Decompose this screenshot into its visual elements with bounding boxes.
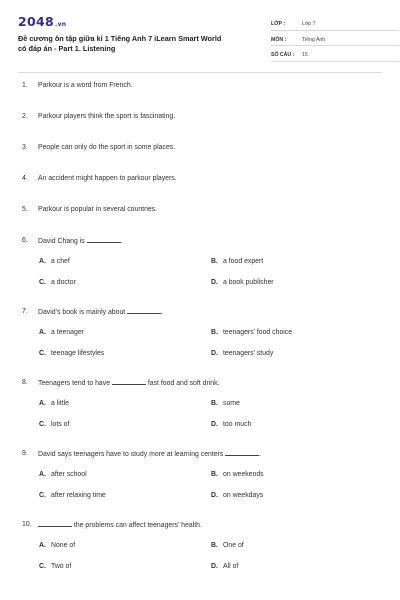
question-text-before: Teenagers tend to have [38,380,112,387]
option-d[interactable] [211,563,383,570]
option-letter: C. [39,492,46,499]
option-letter: A. [39,258,46,265]
option-b[interactable] [211,258,383,265]
option-b[interactable] [211,542,383,549]
answer-options [39,542,382,570]
option-d[interactable] [211,492,383,499]
option-letter: C. [39,563,46,570]
option-text: a book publisher [223,279,274,286]
meta-key: MÔN : [271,36,287,43]
question-number: 9. [22,450,28,457]
question-text: An accident might happen to parkour players. [38,175,177,182]
meta-value: Tiếng Anh [302,36,326,43]
answer-options [39,258,382,286]
question-7 [22,308,382,357]
answer-blank [127,308,164,316]
option-text: teenagers’ food choice [223,329,293,336]
option-d[interactable] [211,421,383,428]
option-text: One of [223,542,244,549]
option-c[interactable] [39,279,211,286]
question-number: 2. [22,113,28,120]
question-text-before: David Chang is [38,238,87,245]
option-letter: B. [211,400,218,407]
question-9 [22,450,382,499]
question-3 [22,144,382,151]
option-letter: A. [39,400,46,407]
answer-blank [112,379,146,385]
question-text [38,237,382,245]
question-text-after: the problems can affect teenagers’ health. [72,522,202,529]
option-letter: A. [39,329,46,336]
option-text: teenage lifestyles [51,350,105,357]
option-text: lots of [51,421,70,428]
option-text: after relaxing time [51,492,106,499]
meta-row-subject [271,31,399,47]
meta-key: LỚP : [271,21,286,27]
question-list [22,82,382,570]
option-a[interactable] [39,258,211,265]
question-text-after: . [120,238,123,245]
option-d[interactable] [211,350,383,357]
answer-blank [87,237,121,243]
question-text [38,379,382,387]
meta-row-class [271,15,399,31]
option-text: a little [51,400,70,407]
option-letter: D. [211,492,218,499]
question-text [38,521,382,529]
question-text-before: David’s book is mainly about [38,309,128,316]
question-number: 4. [22,175,28,182]
option-b[interactable] [211,329,383,336]
option-c[interactable] [39,350,211,357]
option-letter: B. [211,329,218,336]
question-number: 10. [22,521,32,528]
question-8 [22,379,382,428]
answer-blank [38,521,72,527]
question-text-after: . [259,451,262,458]
logo-suffix: .vn [55,21,67,28]
option-a[interactable] [39,400,211,407]
question-4 [22,175,382,182]
option-text: on weekdays [223,492,264,499]
meta-info [271,15,399,62]
option-a[interactable] [39,542,211,549]
meta-row-count [271,46,399,62]
question-number: 1. [22,82,28,89]
option-text: after school [51,471,87,478]
option-a[interactable] [39,471,211,478]
answer-options [39,400,382,428]
header-divider [18,72,382,73]
title-line-2: có đáp án - Part 1. Listening [18,43,116,53]
option-letter: D. [211,563,218,570]
question-text-after: fast food and soft drink. [145,380,220,387]
title-line-1: Đề cương ôn tập giữa kì 1 Tiếng Anh 7 iLearn Smart World [18,34,222,43]
option-letter: C. [39,279,46,286]
option-c[interactable] [39,492,211,499]
meta-value: Lớp 7 [302,21,316,27]
option-b[interactable] [211,471,383,478]
meta-key: SỐ CÂU : [271,52,295,58]
answer-options [39,329,382,357]
option-letter: D. [211,421,218,428]
meta-value: 15 [302,52,308,58]
answer-blank [225,450,262,458]
question-text-before: David says teenagers have to study more at learning centers [38,451,226,458]
option-letter: A. [39,471,46,478]
option-text: All of [223,563,239,570]
option-text: teenagers’ study [223,350,274,357]
question-text: Parkour is popular in several countries. [38,206,158,213]
option-text: Two of [51,563,72,570]
option-letter: B. [211,471,218,478]
option-text: too much [223,421,252,428]
question-6 [22,237,382,286]
question-number: 6. [22,237,28,244]
question-text: Parkour players think the sport is fascinating. [38,113,176,120]
question-number: 8. [22,379,28,386]
question-text: Parkour is a word from French. [38,82,133,89]
option-text: a doctor [51,279,76,286]
option-text: a chef [51,258,70,265]
option-letter: D. [211,279,218,286]
option-letter: B. [211,258,218,265]
question-5 [22,206,382,213]
option-letter: B. [211,542,218,549]
question-number: 3. [22,144,28,151]
question-10 [22,521,382,570]
option-b[interactable] [211,400,383,407]
option-text: a teenager [51,329,84,336]
option-a[interactable] [39,329,211,336]
question-number: 5. [22,206,28,213]
document-title [18,34,246,53]
option-letter: C. [39,350,46,357]
option-c[interactable] [39,421,211,428]
option-d[interactable] [211,279,383,286]
answer-options [39,471,382,499]
question-1 [22,82,382,89]
question-text-after: . [161,309,164,316]
option-text: some [223,400,240,407]
option-text: on weekends [223,471,264,478]
option-c[interactable] [39,563,211,570]
option-text: a food expert [223,258,264,265]
question-text: People can only do the sport in some places. [38,144,176,151]
option-letter: A. [39,542,46,549]
question-2 [22,113,382,120]
option-letter: C. [39,421,46,428]
option-letter: D. [211,350,218,357]
question-text [38,450,382,458]
header [18,0,382,66]
question-text [38,308,382,316]
option-text: None of [51,542,76,549]
logo-text: 2048 [18,14,54,29]
question-number: 7. [22,308,28,315]
